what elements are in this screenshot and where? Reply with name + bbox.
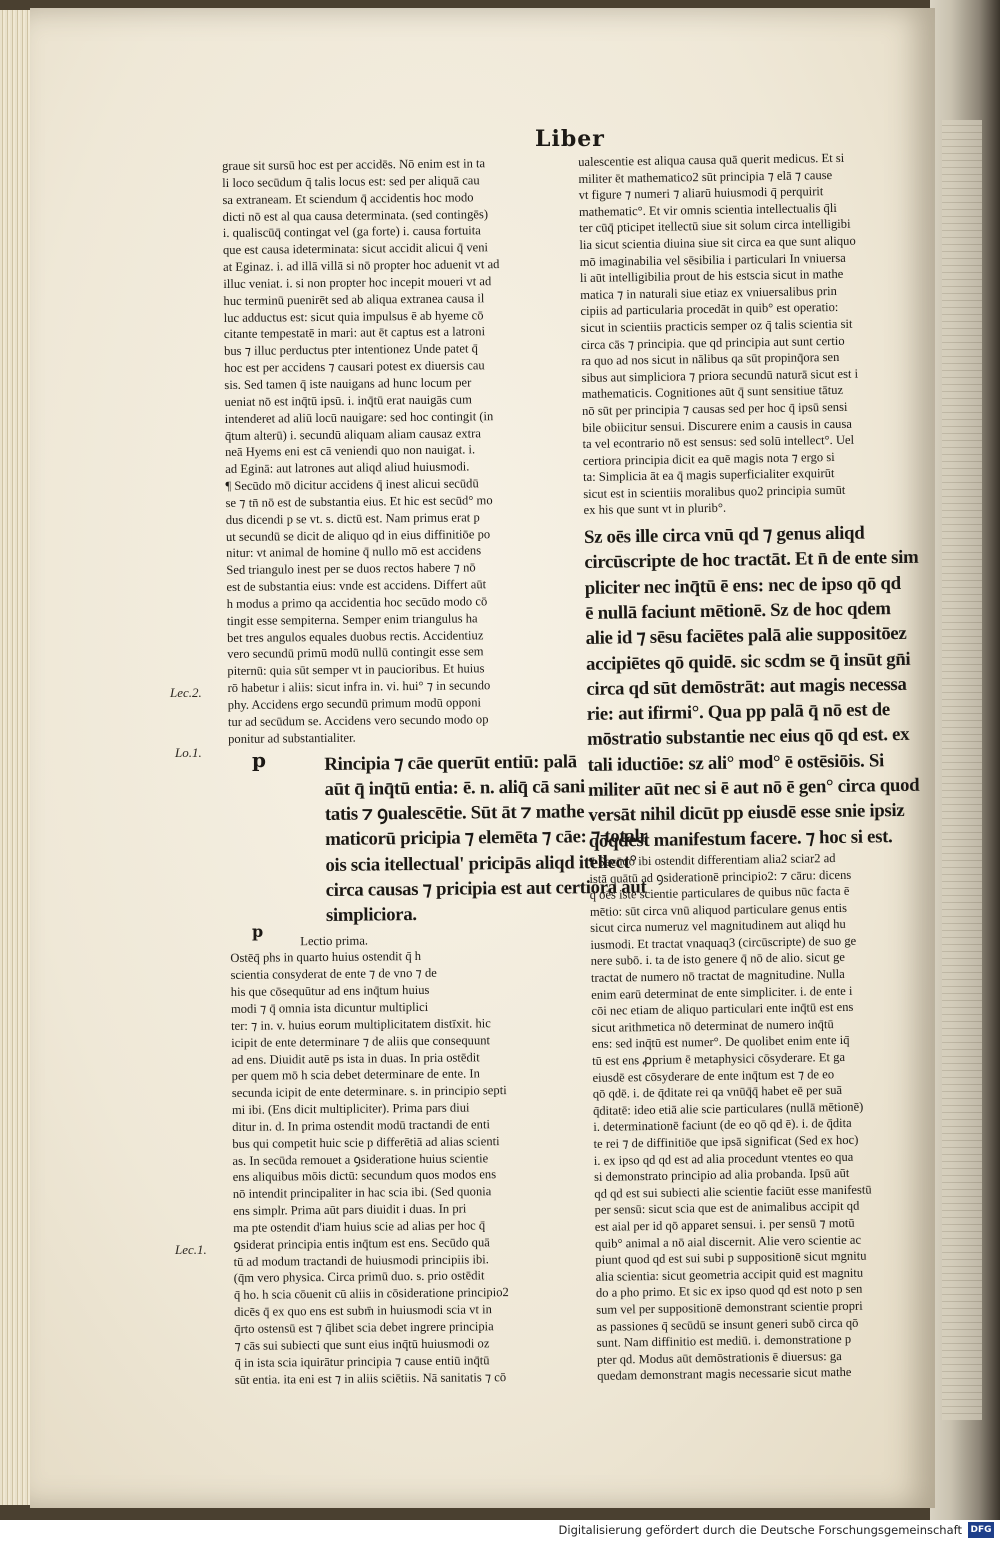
- text-line: tur ad secūdum se. Accidens vero secundo modo op: [227, 712, 489, 729]
- text-line: ueniat nō est inq̄tū ipsū. i. inq̄tū erat nauigās cum: [224, 392, 472, 409]
- left-commentary-block: [230, 947, 573, 1388]
- text-line: mathematicis. Cognitiones aūt q̄ sunt sensitiue tātuz: [581, 383, 844, 402]
- text-line: circa cās ⁊ principia. que qd principia aut sunt certio: [580, 333, 845, 352]
- text-line: accipiētes qō quidē. sic scdm se q̄ insūt gn̄i: [585, 648, 911, 675]
- text-line: ta vel econtrario nō est sensus: sed solū intellect°. Uel: [582, 432, 855, 452]
- text-line: quedam demonstrant magis necessarie sicut mathe: [597, 1365, 852, 1384]
- text-line: q̄rto ostensū est ⁊ q̄libet scia debet ingrere principia: [234, 1319, 494, 1336]
- text-line: ma pte ostendit d'iam huius scie ad alias per hoc q̄: [233, 1218, 486, 1235]
- text-line: mi ibi. (Ens dicit multipliciter). Prima pars diui: [231, 1100, 470, 1117]
- text-line: te rei ⁊ de diffinitiōe que ipsā significat (Sed ex hoc): [593, 1132, 859, 1151]
- text-line: dus dicendi p se vt. s. dictū est. Nam primus erat p: [225, 510, 480, 527]
- text-line: ualescentie est aliqua causa quā querit medicus. Et si: [578, 150, 845, 169]
- text-line: Ostēq̄ phs in quarto huius ostendit q̄ h: [230, 949, 422, 966]
- text-line: ¶ Secūdo ibi ostendit differentiam alia2 sciar2 ad: [589, 850, 836, 869]
- text-line: circūscripte de hoc tractāt. Et n̄ de ente sim: [584, 547, 919, 574]
- text-line: aūt q̄ inq̄tū entia: ē. n. aliq̄ cā sani: [324, 776, 585, 800]
- text-line: do a pho primo. Et sic ex ipso quod qd est noto p sen: [595, 1282, 863, 1301]
- text-line: li loco secūdum q̄ talis locus est: sed per aliquā cau: [222, 173, 480, 190]
- right-column: [578, 149, 947, 1385]
- initial-letter: p: [252, 748, 266, 772]
- text-line: militer ēt mathematico2 sūt principia ⁊ elā ⁊ cause: [578, 167, 833, 186]
- dfg-logo: DFG: [968, 1522, 994, 1538]
- text-line: certiora principia dicit ea quē magis nota ⁊ ergo si: [582, 449, 835, 468]
- text-line: ois scia itellectual' pricipās aliqd itellect°: [325, 851, 637, 876]
- text-line: piunt quod qd est sui subi p suppositionē sicut mgnitu: [595, 1248, 867, 1268]
- text-line: q̄ in ista scia iquirātur principia ⁊ cause entiū inq̄tū: [234, 1352, 490, 1370]
- text-line: as. In secūda remouet a ꝯsideratione huius scientie: [232, 1150, 489, 1168]
- text-line: eiusdē est cōsyderare de ente inq̄tum est ⁊ de eo: [592, 1066, 835, 1085]
- text-line: sunt. Nam diffinitio est mediū. i. demonstratione p: [596, 1331, 852, 1350]
- lectio-title-text: Lectio prima.: [300, 933, 369, 948]
- text-line: phy. Accidens ergo secundū primum modū opponi: [227, 695, 482, 712]
- text-line: his que cōsequūtur ad ens inq̄tum huius: [230, 983, 430, 1000]
- left-text-block: [222, 154, 566, 747]
- text-line: pter qd. Modus aūt demōstrationis ē diuersus: ga: [596, 1348, 842, 1367]
- text-line: ter: ⁊ in. v. huius eorum multiplicitatem distīxit. hic: [231, 1016, 491, 1033]
- text-line: tali iductiōe: sz ali° mod° ē ostēsiōis. Si: [587, 750, 885, 776]
- text-line: sa extraneam. Et sciendum q̄ accidentis hoc modo: [222, 190, 474, 207]
- text-line: citante tempestatē in mari: aut ēt captus est a latroni: [223, 324, 486, 342]
- text-line: ens aliquibus mōis dictū: secundum quos modos ens: [232, 1167, 497, 1185]
- text-line: circa causas ⁊ pricipia est aut certiora aut: [325, 876, 647, 901]
- text-line: per quem mō h scia debet determinare de ente. In: [231, 1066, 480, 1084]
- text-line: mētio: sūt circa vnū aliquod particulare genus entis: [589, 900, 848, 919]
- text-line: neā Hyems eni est cā veniendi quo non nauigat. i.: [225, 442, 476, 460]
- text-line: q̄ ho. h scia cōuenit cū aliis in cōsideratione principio2: [233, 1285, 509, 1303]
- text-line: sicut in scientiis practicis semper oz q̄ talis scientia sit: [580, 316, 853, 335]
- text-line: ter cūq̄ pticipet itellectū siue sit solum circa intelligibi: [579, 217, 851, 236]
- text-line: ad ens. Diuidit autē ps ista in duas. In pria ostēdit: [231, 1049, 480, 1067]
- right-lemma-block: [584, 520, 939, 854]
- text-line: sicut circa numeruz vel magnitudinem aut aliqd hu: [590, 917, 846, 936]
- left-lemma-block: [228, 749, 648, 930]
- text-line: vero secundū primū modū nullū contingit esse sem: [227, 644, 484, 662]
- text-line: tū est ens ꝓprium ē metaphysici cōsyderare. Et ga: [592, 1049, 846, 1068]
- text-line: cipiis ad particularia procedāt in quib° est operatio:: [580, 300, 839, 319]
- text-line: as passiones q̄ secūdū se insunt generi subō circa qō: [596, 1315, 859, 1334]
- initial-letter: p: [252, 922, 264, 941]
- text-line: q̄ oēs iste scientie particulares de quibus nūc facta ē: [589, 883, 850, 903]
- text-line: nō sūt per principia ⁊ causas sed per hoc q̄ ipsū sensi: [581, 399, 848, 418]
- text-line: mōstratio substantie nec eius qō qd est. ex: [587, 724, 910, 751]
- text-line: bus qui competit huic scie p differētiā ad alias scienti: [232, 1133, 500, 1151]
- text-line: mō imaginabilia vel sēsibilia i particulari In vniuersa: [579, 250, 846, 269]
- text-line: hoc est per accidens ⁊ causari potest ex diuersis cau: [224, 358, 485, 376]
- text-line: matica ⁊ in naturali siue etiaz ex vniuersalibus prin: [580, 283, 837, 302]
- text-line: icipit de ente determinare ⁊ de aliis que consequunt: [231, 1032, 491, 1050]
- text-line: Sed triangulo inest per se duos rectos habere ⁊ nō: [226, 560, 476, 578]
- text-line: rie: aut ifirmi°. Qua pp palā q̄ nō est de: [586, 699, 890, 726]
- text-line: ¶ Secūdo mō dicitur accidens q̄ inest alicui secūdū: [225, 476, 479, 494]
- text-line: rō habetur i aliis: sicut infra in. vi. hui° ⁊ in secundo: [227, 678, 491, 696]
- text-line: lia sicut scientia diuina siue sit circa ea que sunt aliquo: [579, 233, 856, 252]
- right-text-block: [578, 149, 934, 520]
- text-line: per sensū: sicut scia que est de animalibus accipit qd: [594, 1199, 860, 1218]
- text-line: sūt entia. ita eni est ⁊ in aliis sciētiis. Nā sanitatis ⁊ cō: [234, 1369, 507, 1387]
- text-line: nere subō. i. ta de isto genere q̄ nō de alio. sicut ge: [590, 950, 846, 969]
- text-line: que est causa ideterminata: sicut accidit alicui q̄ veni: [222, 240, 489, 258]
- text-line: se ⁊ tn̄ nō est de substantia eius. Et hic est secūd° mo: [225, 493, 493, 510]
- right-commentary-block: [589, 848, 947, 1384]
- text-line: maticorū pricipia ⁊ elemēta ⁊ cāe: ⁊ totalr: [325, 826, 648, 851]
- text-line: (q̄m vero physica. Circa primū duo. s. prio ostēdit: [233, 1268, 485, 1286]
- text-line: ditur in. d. In prima ostendit modū tractandi de enti: [232, 1117, 490, 1134]
- text-line: ꝯsiderat principia entis inq̄tum est ens. Secūdo quā: [233, 1235, 490, 1252]
- text-line: graue sit sursū hoc est per accidēs. Nō enim est in ta: [222, 156, 486, 173]
- text-line: tingit esse sempiterna. Semper enim triangulus ha: [226, 611, 478, 628]
- text-line: li aūt intelligibilia prout de his estscia sicut in mathe: [579, 267, 844, 286]
- footer-credit: Digitalisierung gefördert durch die Deutsche Forschungsgemeinschaft: [558, 1523, 962, 1537]
- text-line: q̄ditatē: ideo etiā alie scie particulares (nullā mētionē): [592, 1099, 864, 1118]
- text-line: bet tres angulos equales duobus rectis. Accidentiuz: [226, 627, 484, 645]
- text-line: tatis ⁊ ꝯualescētie. Sūt āt ⁊ mathe: [324, 801, 585, 826]
- text-line: dicēs q̄ ex quo ens est subm̄ in huiusmodi scia vt in: [234, 1302, 492, 1320]
- text-line: qōqdest manifestum facere. ⁊ hoc si est.: [588, 825, 893, 852]
- text-line: h modus a primo qa accidentia hoc secūdo modo cō: [226, 594, 488, 611]
- text-line: qd qd est sui subiecti alie scientie faciūt esse manifestū: [594, 1182, 872, 1201]
- text-line: ens simplr. Prima aūt pars diuidit i duas. In pri: [232, 1201, 467, 1219]
- text-line: bile obiicitur sensui. Discurere enim a causis in causa: [582, 416, 853, 435]
- text-line: huc terminū puenirēt sed ab aliqua extranea causa il: [223, 291, 485, 308]
- text-line: versāt nihil dicūt pp eiusdē esse snie ipsiz: [588, 800, 905, 827]
- text-line: nō intendit principaliter in hac scia ibi. (Sed quonia: [232, 1184, 492, 1202]
- text-line: pliciter nec inq̄tū ē ens: nec de ipso qō qd: [584, 572, 901, 599]
- text-line: illuc veniat. i. si non propter hoc incepit moueri vt ad: [223, 274, 492, 291]
- text-line: luc adductus est: sicut quia impulsus ē ab hyeme cō: [223, 307, 484, 325]
- text-line: simpliciora.: [325, 904, 417, 927]
- text-line: modi ⁊ q̄ omnia ista dicuntur multiplici: [230, 999, 429, 1016]
- text-line: enim earū determinat de ente simpliciter. i. de ente i: [591, 983, 853, 1002]
- text-line: ra quo ad nos sicut in nālibus qa sūt propinq̄ora sen: [581, 350, 840, 369]
- text-line: alia scientia: sicut geometria accipit quid est magnitu: [595, 1265, 864, 1284]
- text-line: sibus aut simpliciora ⁊ priora secundū naturā sicut est i: [581, 366, 859, 385]
- left-column: [222, 154, 648, 1388]
- text-line: alie id ⁊ sēsu faciētes palā alie suppositōez: [585, 623, 907, 650]
- text-line: i. determinationē faciunt (de eo qō qd ē). i. de q̄dita: [593, 1116, 852, 1135]
- text-line: ex his que sunt vt in plurib°.: [583, 501, 727, 518]
- text-line: sicut arithmetica nō determinat de numero inq̄tū: [591, 1016, 834, 1035]
- text-line: sis. Sed tamen q̄ iste nauigans ad hunc locum per: [224, 375, 472, 392]
- footer-bar: [0, 1520, 1000, 1541]
- margin-note: Lo.1.: [175, 745, 202, 760]
- text-line: si demonstrato principio ad alia probanda. Ipsū aūt: [593, 1166, 850, 1185]
- text-line: at Eginaz. i. ad illā villā si nō propter hoc aduenit vt ad: [223, 257, 500, 275]
- text-line: ponitur ad substantialiter.: [228, 730, 356, 746]
- text-line: i. qualiscūq̄ contingat vel (ga forte) i. causa fortuita: [222, 223, 481, 241]
- text-line: mathematic°. Et vir omnis scientia intellectualis q̄li: [578, 200, 837, 219]
- text-line: ut secundū se dicit de aliquo qd in eius diffinitiōe po: [225, 526, 491, 544]
- text-line: ens: sed inq̄tū est numer°. De quolibet enim ente iq̄: [591, 1033, 850, 1052]
- text-line: Sz oēs ille circa vnū qd ⁊ genus aliqd: [583, 522, 865, 549]
- text-line: q̄tum alterū) i. secundū aliquam aliam causaz extra: [224, 425, 481, 443]
- text-line: est aial per id qō apparet sensui. i. per sensū ⁊ motū: [594, 1215, 855, 1234]
- text-line: intenderet ad aliū locū nauigare: sed hoc contingit (in: [224, 408, 494, 426]
- text-line: tractat de numero nō tractat de magnitudine. Nulla: [590, 966, 845, 985]
- text-line: bus ⁊ illuc perductus pter intentionez Unde patet q̄: [223, 341, 478, 359]
- margin-note: Lec.2.: [170, 685, 202, 700]
- text-line: ta: Simplicia āt ea q̄ magis superficialiter exquirūt: [582, 466, 835, 485]
- text-line: circa qd sūt demōstrāt: aut magis necessa: [586, 673, 907, 700]
- margin-note: Lec.1.: [175, 1242, 207, 1257]
- text-line: militer aūt nec si ē aut nō ē gen° circa quod: [587, 774, 920, 801]
- text-line: secunda icipit de ente determinare. s. in principio septi: [231, 1083, 507, 1101]
- text-line: iusmodi. Et tractat vnaquaq3 (circūscripte) de suo ge: [590, 933, 857, 952]
- text-line: nitur: vt animal de homine q̄ nullo mō est accidens: [226, 543, 482, 561]
- adjacent-page-strip: [942, 120, 982, 1420]
- text-line: quib° animal a nō aial discernit. Alie vero scientie ac: [595, 1232, 862, 1251]
- text-line: vt figure ⁊ numeri ⁊ aliarū huiusmodi q̄ perquirit: [578, 184, 824, 203]
- text-line: sum vel per suppositionē demonstrant scientie propri: [596, 1298, 863, 1317]
- text-line: qō qdē. i. de q̄ditate rei qa vnūq̄q̄ habet eē per suā: [592, 1083, 843, 1102]
- text-line: istā quātū ad ꝯsiderationē principio2: ⁊ cāru: dicens: [589, 867, 852, 886]
- text-line: sicut est in scientiis moralibus quo2 principia sumūt: [583, 482, 846, 501]
- text-line: scientia consyderat de ente ⁊ de vno ⁊ de: [230, 966, 437, 983]
- text-line: Rincipia ⁊ cāe querūt entiū: palā: [324, 750, 577, 775]
- text-line: cōi nec etiam de aliquo particulari ente inq̄tū est ens: [591, 1000, 854, 1019]
- text-line: piternū: quia sūt semper vt in paucioribus. Et huius: [227, 661, 485, 679]
- text-line: ē nullā faciunt mētionē. Sz de hoc qdem: [585, 598, 891, 624]
- running-title: Liber: [535, 126, 605, 152]
- text-line: ad Eginā: aut latrones aut aliqd aliud huiusmodi.: [225, 459, 470, 477]
- text-line: dicti nō est al qua causa determinata. (sed contingēs): [222, 206, 489, 224]
- text-line: tū ad modum tractandi de huiusmodi principiis ibi.: [233, 1251, 489, 1269]
- page-stack-edge: [0, 10, 34, 1505]
- text-line: i. ex ipso qd qd est ad alia procedunt vtentes eo qua: [593, 1149, 854, 1168]
- text-line: est de substantia eius: vnde est accidens. Differt aūt: [226, 577, 487, 595]
- text-line: ⁊ cās sui subiecti que sunt eius inq̄tū huiusmodi oz: [234, 1336, 490, 1353]
- page: [30, 8, 935, 1508]
